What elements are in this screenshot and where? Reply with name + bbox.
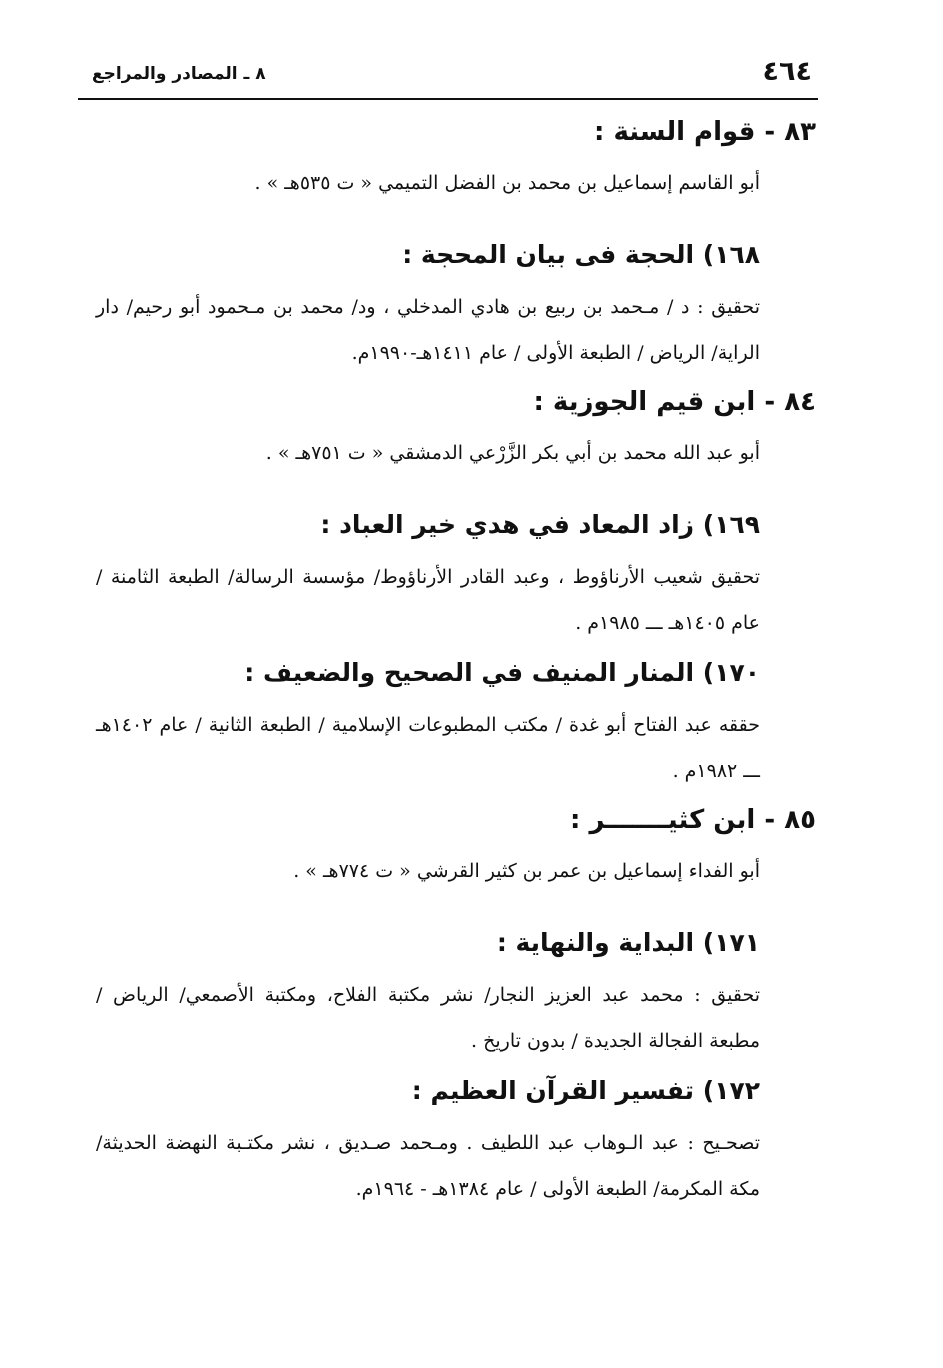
book-title: ١٧١) البداية والنهاية :	[496, 928, 760, 957]
author-bio: أبو عبد الله محمد بن أبي بكر الزَّرْعي الدمشقي « ت ٧٥١هـ » .	[265, 442, 760, 464]
page-number: ٤٦٤	[762, 56, 812, 87]
book-title: ١٦٨) الحجة فى بيان المحجة :	[402, 240, 760, 269]
author-bio: أبو الفداء إسماعيل بن عمر بن كثير القرشي « ت ٧٧٤هـ » .	[293, 860, 760, 882]
book-details: تصحـيح : عبد الـوهاب عبد اللطيف . ومـحمد صـديق ، نشر مكتـبة النهضة الحديثة/ مكة المكرمة/ الطبعة الأولى / عام ١٣٨٤هـ - ١٩٦٤م.	[96, 1132, 760, 1200]
author-heading: ٨٣ - قوام السنة :	[594, 117, 816, 147]
author-bio: أبو القاسم إسماعيل بن محمد بن الفضل التميمي « ت ٥٣٥هـ » .	[254, 172, 760, 194]
book-title: ١٧٠) المنار المنيف في الصحيح والضعيف :	[244, 658, 760, 687]
book-entry	[96, 232, 816, 380]
book-details: تحقيق : د / مـحمد بن ربيع بن هادي المدخلي ، ود/ محمد بن مـحمود أبو رحيم/ دار الراية/ الرياض / الطبعة الأولى / عام ١٤١١هـ-١٩٩٠م.	[96, 296, 760, 364]
book-details: تحقيق : محمد عبد العزيز النجار/ نشر مكتبة الفلاح، ومكتبة الأصمعي/ الرياض / مطبعة الفجالة الجديدة / بدون تاريخ .	[96, 984, 760, 1052]
chapter-title: ٨ ـ المصادر والمراجع	[92, 64, 266, 84]
bibliography-list	[96, 110, 816, 1216]
running-header	[78, 52, 818, 100]
book-entry	[96, 502, 816, 650]
author-entry	[96, 380, 816, 798]
book-details: تحقيق شعيب الأرناؤوط ، وعبد القادر الأرناؤوط/ مؤسسة الرسالة/ الطبعة الثامنة / عام ١٤٠٥هـ ـــ ١٩٨٥م .	[96, 566, 760, 634]
author-entry	[96, 110, 816, 380]
book-entry	[96, 650, 816, 798]
book-title: ١٧٢) تفسير القرآن العظيم :	[411, 1076, 760, 1105]
author-heading: ٨٥ - ابن كثيـــــــر :	[570, 805, 816, 835]
book-title: ١٦٩) زاد المعاد في هدي خير العباد :	[320, 510, 760, 539]
book-entry	[96, 1068, 816, 1216]
book-details: حققه عبد الفتاح أبو غدة / مكتب المطبوعات الإسلامية / الطبعة الثانية / عام ١٤٠٢هـ ـــ ١٩٨٢م .	[96, 714, 760, 782]
book-entry	[96, 920, 816, 1068]
author-entry	[96, 798, 816, 1216]
author-heading: ٨٤ - ابن قيم الجوزية :	[533, 387, 816, 417]
